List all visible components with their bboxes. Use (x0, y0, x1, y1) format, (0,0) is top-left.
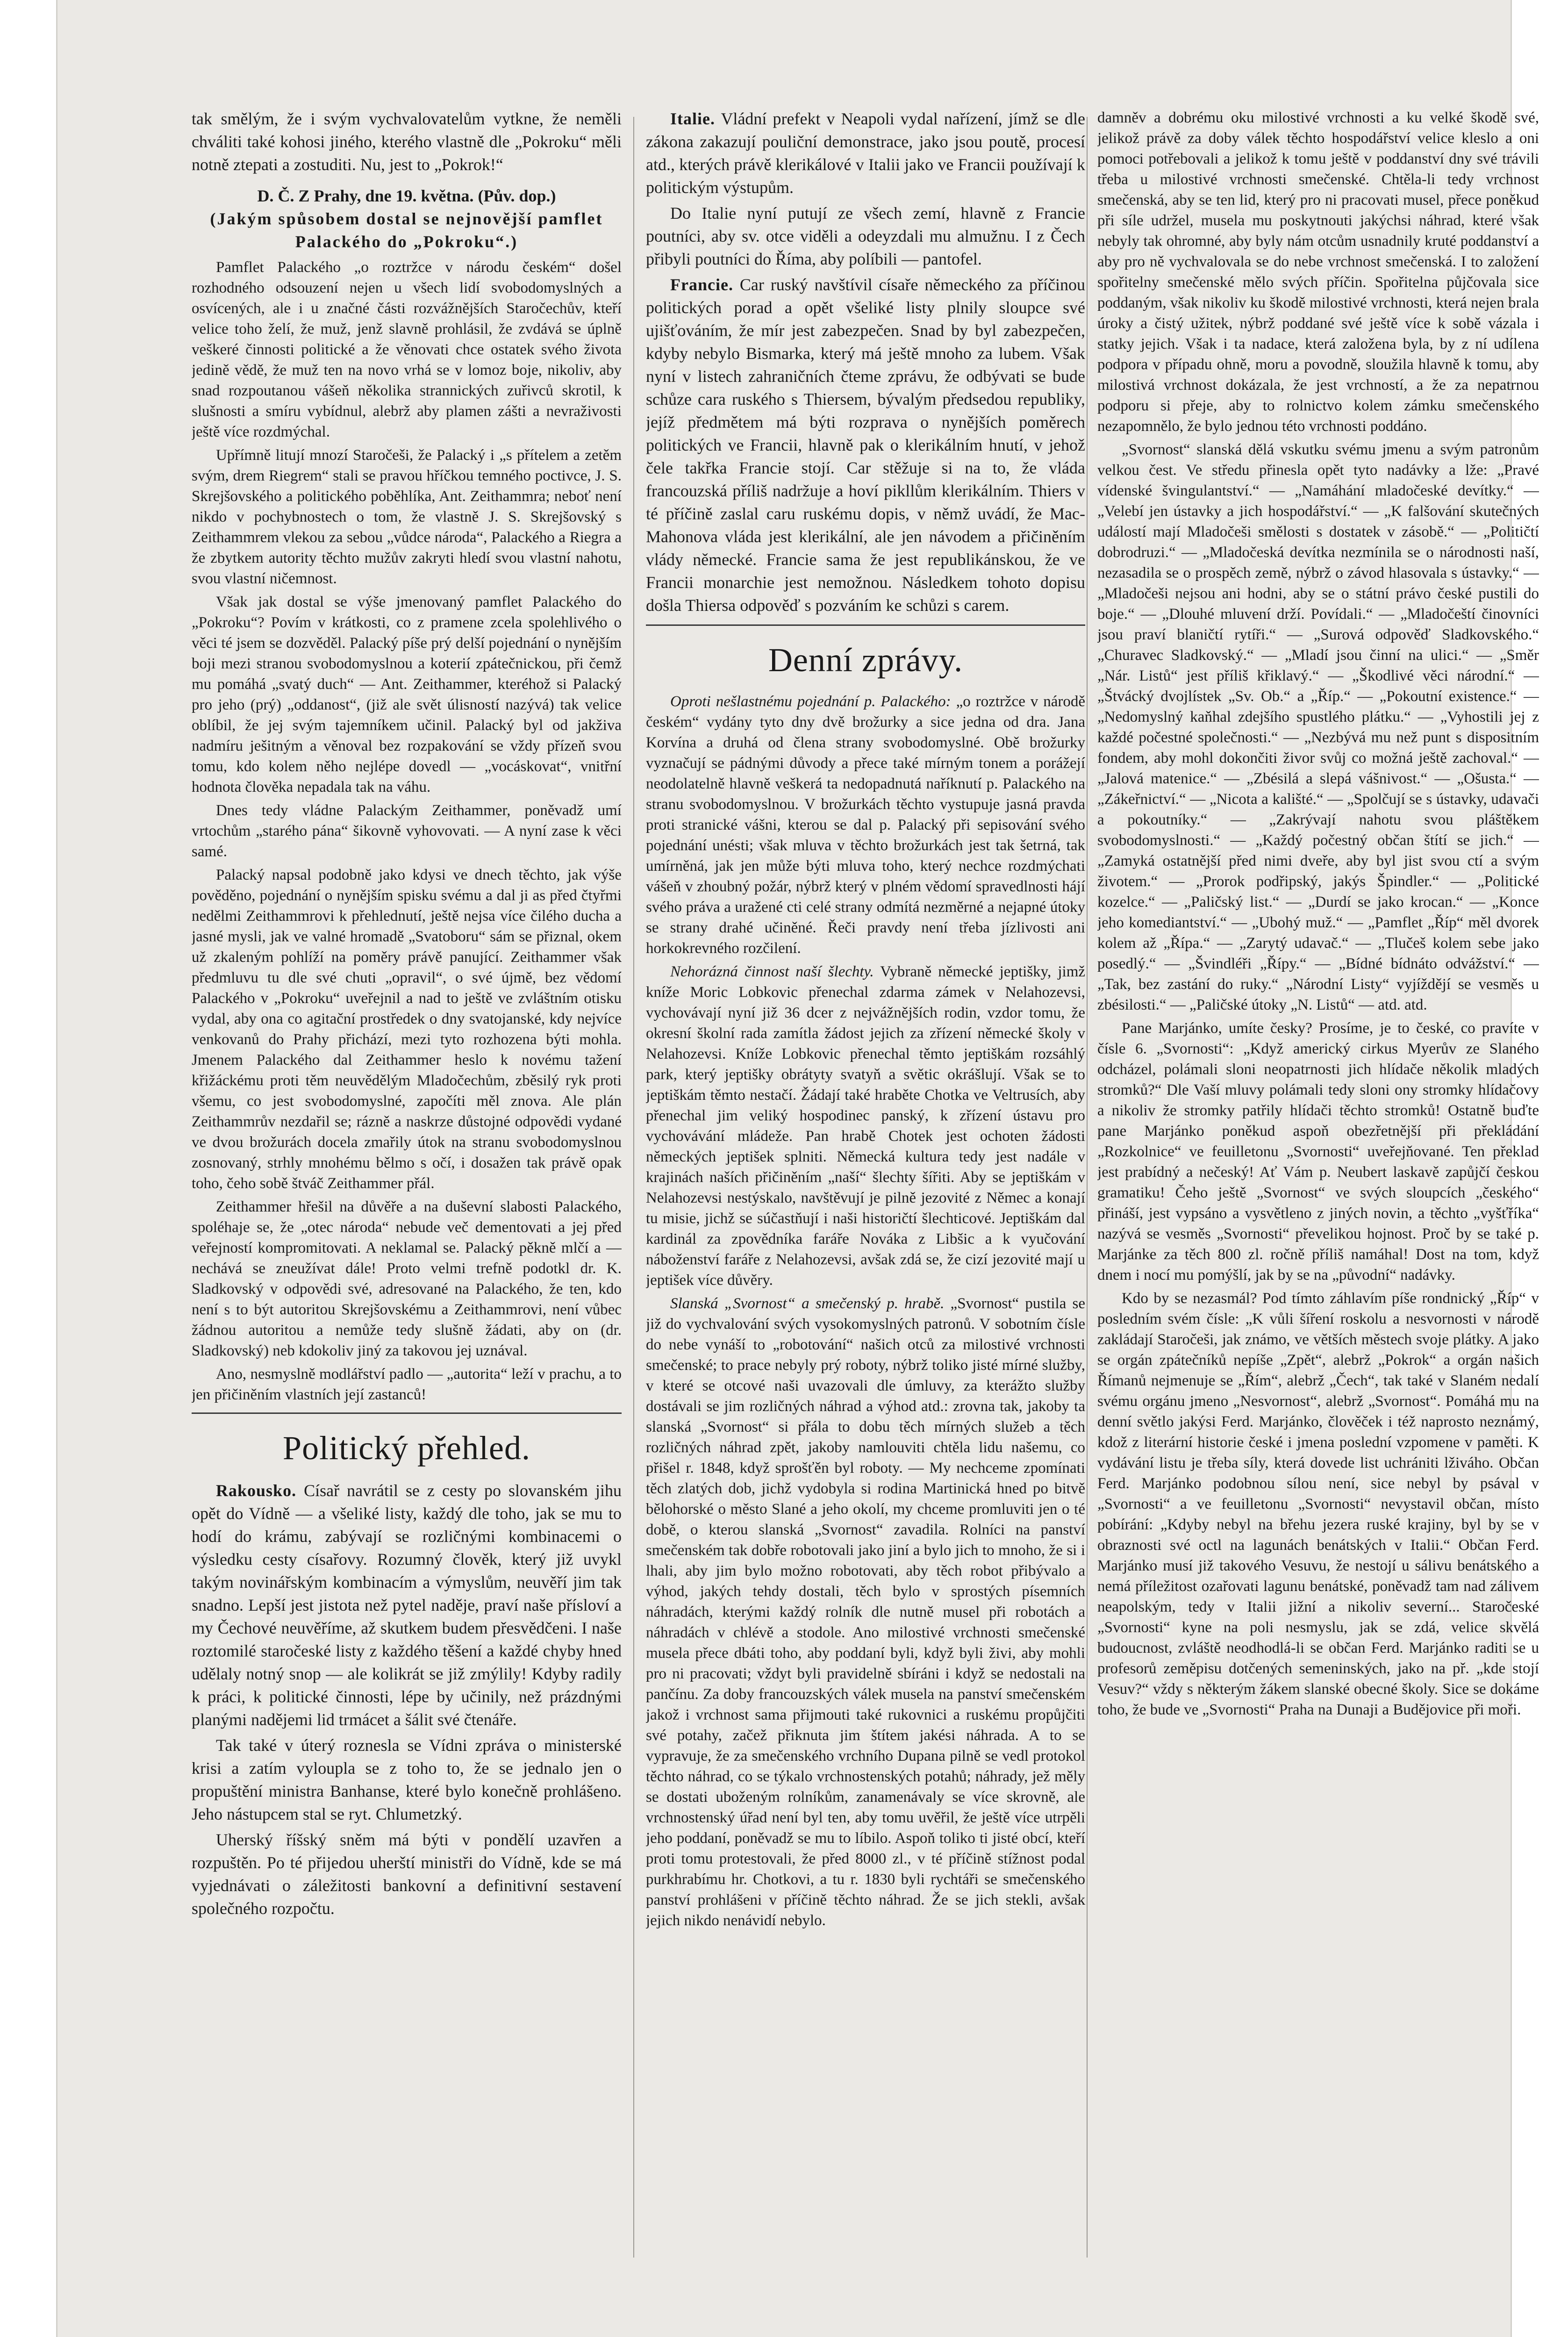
column-1 (192, 108, 622, 2337)
news-continuation: damněv a dobrému oku milostivé vrchnosti a ku velké škodě své, jelikož právě za doby válek těchto hospodářství velice kleslo a oni pomoci potřebovali a jelikož k tomu ještě v poddanství dny své trávili třeba u milostivé vrchnosti smečenské. Chtěla-li tedy vrchnost smečenská, aby se ten lid, který pro ni pracovati musel, přece poněkud při síle udržel, musela mu poskytnouti jakýchsi náhrad, které však nebyly tak ohromné, aby byly nám otcům usnadnily kruté poddanství a aby pro ně vychvalovala se do nebe vrchnost smečenská. I to založení spořitelny smečenské mělo svých příčin. Spořitelna půjčovala sice poddaným, však nikoliv ku škodě milostivé vrchnosti, která nejen brala úroky a čistý užitek, nýbrž poddané své ještě více k sobě vázala i statky jejich. Však i ta nadace, která založena byla, by z ní udílena podpora v případu ohně, moru a povodně, sloužila hlavně k tomu, aby milostivá vrchnost dokázala, že jest vrchností, a že za nepatrnou podporu si přeje, aby to rolnictvo kolem zámku smečenského nezapomnělo, že bylo jednou této vrchnosti poddáno. (1097, 109, 1539, 435)
article-paragraph: Dnes tedy vládne Palackým Zeithammer, poněvadž umí vrtochům „starého pána“ šikovně vyhovovati. — A nyní zase k věci samé. (192, 802, 622, 860)
article-paragraph: Však jak dostal se výše jmenovaný pamflet Palackého do „Pokroku“? Povím v krátkosti, co z pramene zcela spolehlivého o věci té jsem se dozvěděl. Palacký píše prý delší pojednání o nynějším boji mezi stranou svobodomyslnou a koterií zpátečnickou, při čemž mu pomáhá „svatý duch“ — Ant. Zeithammer, kteréhož si Palacký pro jeho (prý) „oddanost“, (již ale svět úlisností nazývá) tak velice oblíbil, že jej svým tajemníkem učinil. Palacký byl od jakživa nadmíru ješitným a věnoval bez rozpakování se vždy přízeň svou tomu, kdo kolem něho nejlépe dovedl — „vocáskovat“, vnitřní hodnota člověka nepadala tak na váhu. (192, 594, 622, 796)
column-3 (1097, 108, 1539, 2337)
section-title-politics: Politický přehled. (283, 1429, 530, 1467)
politics-text: Tak také v úterý roznesla se Vídni zpráva o ministerské krisi a zatím vyloupla se z toho to, že se jednalo jen o propuštění ministra Banhanse, které bylo konečně prohlášeno. Jeho nástupcem stal se ryt. Chlumetzký. (192, 1736, 622, 1823)
news-lead: Slanská „Svornost“ a smečenský p. hrabě. (670, 1295, 945, 1312)
newspaper-page (56, 0, 1539, 2337)
news-item: Kdo by se nezasmál? Pod tímto záhlavím píše rondnický „Říp“ v posledním svém čísle: „K vůli šíření roskolu a nesvornosti v národě zakládají Staročeši, jak známo, ve větších městech svoje plátky. A jako se orgán zpátečníků nepíše „Zpět“, alebrž „Pokrok“ a orgán našich Římanů nejmenuje se „Řím“, alebrž „Čech“, tak také v Slaném nedalí svému orgánu jmeno „Nesvornost“, alebrž „Svornost“. Pomáhá mu na denní světlo jakýsi Ferd. Marjánko, člověček i též naprosto neznámý, kdož z literární historie české i jmena poslední vzpomene v paměti. K vydávání listu je třeba síly, která dovede list uchrániti lživáho. Občan Ferd. Marjánko podobnou sílou není, sice nebyl by psával v „Svornosti“ a ve feuilletonu „Svornosti“ nevystavil občan, místo pobírání: „Kdyby nebyl na břehu jezera ruské krajiny, byl by se v obraznosti své octl na lagunách benátských v Italii.“ Občan Ferd. Marjánko musí již takového Vesuvu, že nestojí u sálivu benátského a nemá příležitost ozařovati lagunu benátské, poněvadž tam nad zálivem neapolským, tedy v Italii jižní a nikoliv severní... Staročeské „Svornosti“ kyne na poli nesmyslu, jak se zdá, velice skvělá budoucnost, zvláště neodhodlá-li se občan Ferd. Marjánko raditi se u profesorů zeměpisu dotčených semeninských, jako na př. „kde stojí Vesuv?“ vždy s některým žákem slanské obecné školy. Sice se dokáme toho, že bude ve „Svornosti“ Praha na Dunaji a Budějovice při moři. (1097, 1290, 1539, 1718)
column-rule-1 (633, 117, 634, 2258)
politics-lead: Rakousko. (216, 1481, 297, 1500)
column-2 (646, 108, 1085, 2337)
politics-lead: Francie. (670, 275, 733, 294)
dateline: D. Č. Z Prahy, dne 19. května. (Pův. dop.) (257, 186, 556, 205)
article-paragraph: Ano, nesmyslně modlářství padlo — „autorita“ leží v prachu, a to jen přičiněním vlastních její zastanců! (192, 1366, 622, 1403)
article-subheading: (Jakým spůsobem dostal se nejnovější pamflet Palackého do „Pokroku“.) (210, 209, 603, 251)
news-lead: Nehorázná činnost naší šlechty. (670, 963, 874, 980)
politics-text: Do Italie nyní putují ze všech zemí, hlavně z Francie poutníci, aby sv. otce viděli a odeyzdali mu almužnu. I z Čech přibyli poutníci do Říma, aby políbili — pantofel. (646, 204, 1085, 268)
article-paragraph: Upřímně litují mnozí Staročeši, že Palacký i „s přítelem a zetěm svým, drem Riegrem“ stali se pravou hříčkou temného poctivce, J. S. Skrejšovského a politického poběhlíka, Ant. Zeithammra; neboť není nikdo v pochybnostech o tom, že vlastně J. S. Skrejšovský s Zeithammrem vlekou za sebou „vůdce národa“, Palackého a Riegra a že zbytkem autority těchto mužův zakryti hledí svou vlastní nahotu, svou vlastní ničemnost. (192, 447, 622, 587)
article-paragraph: Palacký napsal podobně jako kdysi ve dnech těchto, jak výše pověděno, pojednání o nynějším spisku svému a dal ji as před čtyřmi nedělmi Zeithammrovi k přehlednutí, ještě nejsa více čilého ducha a jasné mysli, jak ve valné hromadě „Svatoboru“ sám se přiznal, okem už zkaleným pohlíží na poměry právě panující. Zeithammer však předmluvu tu dle své chuti „opravil“, o své újmě, bez vědomí Palackého v „Pokroku“ uveřejnil a nad to ještě ve zvláštním otisku vydal, aby ona co agitační prostředek o dny svatojanské, kdy nejvíce venkovanů do Prahy přichází, mezi tyto rozhozena býti mohla. Jmenem Palackého dal Zeithammer heslo k novému tažení křižáckému proti těm neuvědělým Mladočechům, zběsilý ryk proti všemu, co jest svobodomyslné, započíti měl znova. Ale plán Zeithammrův nezdařil se; rázně a naskrze důstojné odpovědi vydané ve dvou brožurách docela zmařily útok na stranu svobodomyslnou zosnovaný, strhly mnohému bělmo s očí, i dosažen tak právě opak toho, čeho sobě štváč Zeithammer přál. (192, 867, 622, 1192)
politics-item (646, 202, 1085, 271)
news-text: Vybraně německé jeptišky, jimž kníže Moric Lobkovic přenechal zdarma zámek v Nelahozevsi, vychovávají nyní již 36 dcer z nejvážnějších rodin, vzdor tomu, že okresní školní rada zamítla žádost jejich za zřízení německé školy v Nelahozevsi. Kníže Lobkovic přenechal těmto jeptiškám rozsáhlý park, který jeptišky obrátyty svatyň a světic okrášlují. Však se to jeptiškám těmto nestačí. Žádají také hraběte Chotka ve Veltrusích, aby přenechal jim veliký hospodinec panský, k zřízení ústavu pro vychovávání mládeže. Pan hrabě Chotek jest ochoten žádosti německých jeptišek splniti. Německá kultura tedy jest nadále v krajinách naších přičiněním „naší“ šlechty šířiti. Aby se jeptiškám v Nelahozevsi nestýskalo, navštěvují je pilně jezovité z Němec a konají tu misie, jichž se súčastňují i naši historičtí šlechticové. Jeptiškám dal kardinál za zpovědníka faráře Nováka z Libšic a k vyučování náboženství faráře z Nelahozevsi, avšak zdá se, že cizí jezovité mají u jeptišek více důvěry. (646, 963, 1085, 1289)
politics-item-austria (192, 1479, 622, 1731)
daily-news-body (646, 691, 1085, 1931)
news-item (646, 961, 1085, 1290)
article-paragraph: Pamflet Palackého „o roztržce v národu českém“ došel rozhodného odsouzení nejen u všech lidí svobodomyslných a osvícených, ale i u značné části rozvážnějších Staročechův, kteří velice toho želí, že muž, jenž slavně prohlásil, že zvdává se úplně veškeré činnosti politické a že věnovati chce ostatek svého života jedině vědě, že muž ten na novo vrhá se v lomoz boje, nikoliv, aby snad rozpoutanou vášeň několika strannických zuřivců skrotil, k slušnosti a smíru vybídnul, alebrž aby plamen zášti a nevraživosti ještě více rozdmýchal. (192, 259, 622, 440)
news-item: Pane Marjánko, umíte česky? Prosíme, je to české, co pravíte v čísle 6. „Svornosti“: „Když americký cirkus Myerův ze Slaného odcházel, polámali sloni neopatrnosti jich hlídače několik mladých stromků?“ Dle Vaší mluvy polámali tedy sloni ony stromky hlídačovy a nikoliv že stromky patřily hlídači těchto stromků! Ostatně buďte pane Marjánko poněkud aspoň obezřetnější při překládání „Rozkolnice“ ve feuilletonu „Svornosti“ uveřejňované. Ten překlad jest prabídný a nečeský! Ať Vám p. Neubert laskavě zapůjčí českou gramatiku! Čeho ještě „Svornost“ ve svých sloupcích „českého“ přináší, jest vypsáno a vysvětleno z jiných novin, a těchto „vyšťříka“ nazývá se vesměs „Svornosti“ převelikou hojnost. Proč by se také p. Marjánke za těch 800 zl. ročně příliš namáhal! Dost na tom, když dnem i nocí mu pomýšlí, jak by se na „původní“ nadávky. (1097, 1020, 1539, 1283)
page-edge-left (56, 0, 57, 2337)
section-title-daily-news: Denní zprávy. (768, 641, 963, 679)
politics-item (192, 1828, 622, 1920)
politics-item-italy (646, 108, 1085, 199)
news-text: „Svornost“ pustila se již do vychvalování svých vysokomyslných patronů. V sobotním čísle do nebe vynáší to „robotování“ našich otců za milostivé vrchnosti smečenské; to prace nebyly prý roboty, nýbrž toliko jisté mírné služby, v které se otcové naši uvazovali dle úmluvy, za kterážto služby dostávali se jim rozličných náhrad a výhod atd.: zrovna tak, jakoby ta slanská „Svornost“ si přála to dobu těch mírných služeb a těch rozličných náhrad zpět, jakoby namlouviti chtěla lidu našemu, co přišel r. 1848, když sprošťěn byl roboty. — My nechceme zpomínati těch zlatých dob, jichž vydobyla si rodina Martinická hned po bitvě bělohorské o město Slané a jeho okolí, my chceme promluviti jen o té době, o kterou slanská „Svornost“ zavadila. Rolníci na panství smečenském tak dobře robotovali jako jiní a bylo jich to mnoho, že si i lhali, aby jim bylo možno robotovati, aby těch robot přibývalo a výhod, jakých tehdy dostali, těch bylo v sprostých písemních náhradách, kterými každý rolník dle nutně musel při robotách a náhradách v chlévě a stodole. Ano milostivé vrchnosti smečenské musela přece dbáti toho, aby poddaní byli, když byli živi, aby mohli pro ni pracovati; vždyt byli pravidelně sbíráni i když se nedostali na pančínu. Za doby francouzských válek musela na panství smečenském jakož i vrchnost sama přijmouti také rukovnici a ruskému propůjčiti své potahy, začež přiknuta jim štítem jakési náhrada. A to se vypravuje, že za smečenského vrchního Dupana pilně se vedl protokol těchto náhrad, co se týkalo vrchnostenských potahů; náhrady, jež měly se dostati uboženým rolníkům, zanamenávaly se více skrovně, ale vrchnostenský úřad není byl ten, aby tomu uvěřil, že ještě více utrpěli jeho poddaní, poněvadž se mu to líbilo. Aspoň toliko ti jisté obcí, kteří proti tomu protestovali, že před 8000 zl., v té příčině stížnost podal purkhrabímu hr. Chotkovi, a tu r. 1830 byli rychtáři se smečenského panství prohlášeni v příčině těchto náhrad. Že se jich stekli, avšak jejich nikdo nenávidí nebylo. (646, 1295, 1085, 1929)
politics-text: Císař navrátil se z cesty po slovanském jihu opět do Vídně — a všeliké listy, každý dle toho, jak se mu to hodí do krámu, zabývají se rozličnými kombinacemi o výsledku cesty císařovy. Rozumný člověk, který již uvykl takým novinářským kombinacím a výmyslům, neuvěří jim tak snadno. Lepší jest jistota než pytel naděje, praví naše přísloví a my Čechové neuvěříme, až skutkem budem přesvědčeni. I naše roztomilé staročeské listy z každého těšení a každé chyby hned udělaly notný snop — ale kolikrát se již zmýlily! Kdyby radily k práci, k politické činnosti, lépe by učinily, než prázdnými planými nadějemi lid trmácet a šálit své čtenáře. (192, 1481, 622, 1729)
news-lead: Oproti nešlastnému pojednání p. Palackého: (670, 693, 951, 710)
politics-text: Uherský říšský sněm má býti v pondělí uzavřen a rozpuštěn. Po té přijedou uherští ministři do Vídně, kde se má vyjednávati o záležitosti bankovní a definitivní sestavení společného rozpočtu. (192, 1830, 622, 1918)
news-item: „Svornost“ slanská dělá vskutku svému jmenu a svým patronům velkou čest. Ve středu přinesla opět tyto nadávky a lže: „Pravé vídenské švingulantství.“ — „Namáhání mladočeské devítky.“ — „Velebí jen ústavky a jich hospodářství.“ — „K falšování skutečných událostí mají Mladočeši smělosti s dostatek v zásobě.“ — „Političtí dobrodruzi.“ — „Mladočeská devítka nezmínila se o národnosti naší, nezasadila se o prospěch země, nýbrž o závod hlasovala s ústavky.“ — „Mladočeši nejsou ani hodni, aby se o státní právo české pustili do boje.“ — „Dlouhé mluvení drží. Povídali.“ — „Mladočeští činovníci jsou praví blaničtí rytíři.“ — „Surová odpověď Sladkovského.“ „Churavec Sladkovský.“ — „Mladí jsou činní na ulici.“ — „Směr „Nár. Listů“ jest příliš křiklavý.“ — „Škodlivé věci národní.“ — „Štvácký dvojlístek „Sv. Ob.“ a „Říp.“ — „Pokoutní existence.“ — „Nedomyslný kaňhal zdejšího spustlého plátku.“ — „Vyhostili jej z každé počestné společnosti.“ — „Nezbývá mu než punt s dispositním fondem, aby mohl dokončiti živor svůj co možná ještě zachoval.“ — „Jalová matenice.“ — „Zbésilá a slepá vášnivost.“ — „Ošusta.“ — „Zákeřnictví.“ — „Nicota a kališté.“ — „Spolčují se s ústavky, udavači a pokoutníky.“ — „Zakrývají nahotu svou pláštěkem svobodomyslnosti.“ — „Každý počestný občan štítí se jich.“ — „Zamyká ostatnější před nimi dveře, aby byl jist svou ctí a svým životem.“ — „Prorok podřipský, jakýs Špindler.“ — „Politické kozelce.“ — „Paličský list.“ — „Durdí se jako krocan.“ — „Konce jeho komediantství.“ — „Ubohý muž.“ — „Pamflet „Říp“ měl dvorek kolem až „Řípa.“ — „Zarytý udavač.“ — „Tlučeš kolem sebe jako posedlý.“ — „Švindléři „Řípy.“ — „Bídné bídnáto odvážství.“ — „Tak, bez zastání do ruky.“ „Národní Listy“ vyjíždějí se vesměs u zbésilosti.“ — „Paličské útoky „N. Listů“ — atd. atd. (1097, 441, 1539, 1013)
section-divider (646, 624, 1085, 626)
politics-text: Car ruský navštívil císaře německého za příčinou politických porad a opět všeliké listy plnily sloupce své ujišťováním, že mír jest zabezpečen. Snad by byl zabezpečen, kdyby nebylo Bismarka, který má ještě mnoho za lubem. Však nyní v listech zahraničních čteme zprávu, že odbývati se bude schůze cara ruského s Thiersem, bývalým předsedou republiky, jejíž předmětem má býti rozprava o nynějších poměrech politických ve Francii, hlavně pak o klerikálním hnutí, v jehož čele takřka Francie stojí. Car stěžuje si na to, že vláda francouzská příliš nadržuje a hoví pikllům klerikálním. Thiers v té příčině zaslal caru ruskému dopis, v němž uvádí, že Mac-Mahonova vláda jest klerikální, ale jen návodem a přičiněním vlády německé. Francie sama že jest republikánskou, že ve Francii monarchie jest nemožnou. Následkem tohoto dopisu došla Thiersa odpověď s pozváním ke schůzi s carem. (646, 275, 1085, 615)
section-divider (192, 1412, 622, 1414)
column-rule-2 (1087, 117, 1088, 2258)
politics-text: Vládní prefekt v Neapoli vydal nařízení, jímž se dle zákona zakazují pouliční demonstrace, jako jsou poutě, procesí atd., kterých právě klerikálové v Italii jako ve Francii používají k politickým výstupům. (646, 109, 1085, 197)
intro-paragraph: tak smělým, že i svým vychvalovatelům vytkne, že neměli chváliti také kohosi jiného, kterého vlastně dle „Pokroku“ měli notně ztepati a zostuditi. Nu, jest to „Pokrok!“ (192, 109, 622, 174)
politics-item (192, 1734, 622, 1826)
politics-lead: Italie. (670, 109, 715, 128)
news-item (646, 1293, 1085, 1931)
article-body-palacky (192, 257, 622, 1405)
politics-item-france (646, 273, 1085, 617)
news-text: „o roztržce v národě českém“ vydány tyto dny dvě brožurky a sice jedna od dra. Jana Korvína a druhá od člena strany svobodomyslné. Obě brožurky vyznačují se pádnými důvody a přece také mírným tonem a porážejí neodolatelně hlavně veškerá ta nedopadnutá naříknutí p. Palackého na stranu svobodomyslnou. V brožurkách těchto vystupuje jasná pravda proti stranické vášni, kterou se dal p. Palacký při sepisování svého pojednání unésti; však mluva v těchto brožurkách jest tak šetrná, tak umírněná, jak jen může býti mluva toho, který nechce rozdmýchati vášeň v zhoubný požár, nýbrž který v plném vědomí spravedlnosti hájí svého práva a uražené cti celé strany odmítá nezměrné a nejapné útoky se strany drahé učiněné. Řeči pravdy není třeba jízlivosti ani horkokrevného rozčilení. (646, 693, 1085, 957)
news-item (646, 691, 1085, 959)
article-paragraph: Zeithammer hřešil na důvěře a na duševní slabosti Palackého, spoléhaje se, že „otec národa“ nebude več dementovati a jej před veřejností kompromitovati. A neklamal se. Palacký pěkně mlčí a — nechává se zneužívat dále! Proto velmi trefně podotkl dr. K. Sladkovský v odpovědi své, adresované na Palackého, že ten, kdo není s to být autoritou Skrejšovskému a Zeithammrovi, není vůbec žádnou autoritou a nemůže tedy slušně žádati, aby on (dr. Sladkovský) neb kdokoliv jiný za takovou jej uznával. (192, 1198, 622, 1359)
